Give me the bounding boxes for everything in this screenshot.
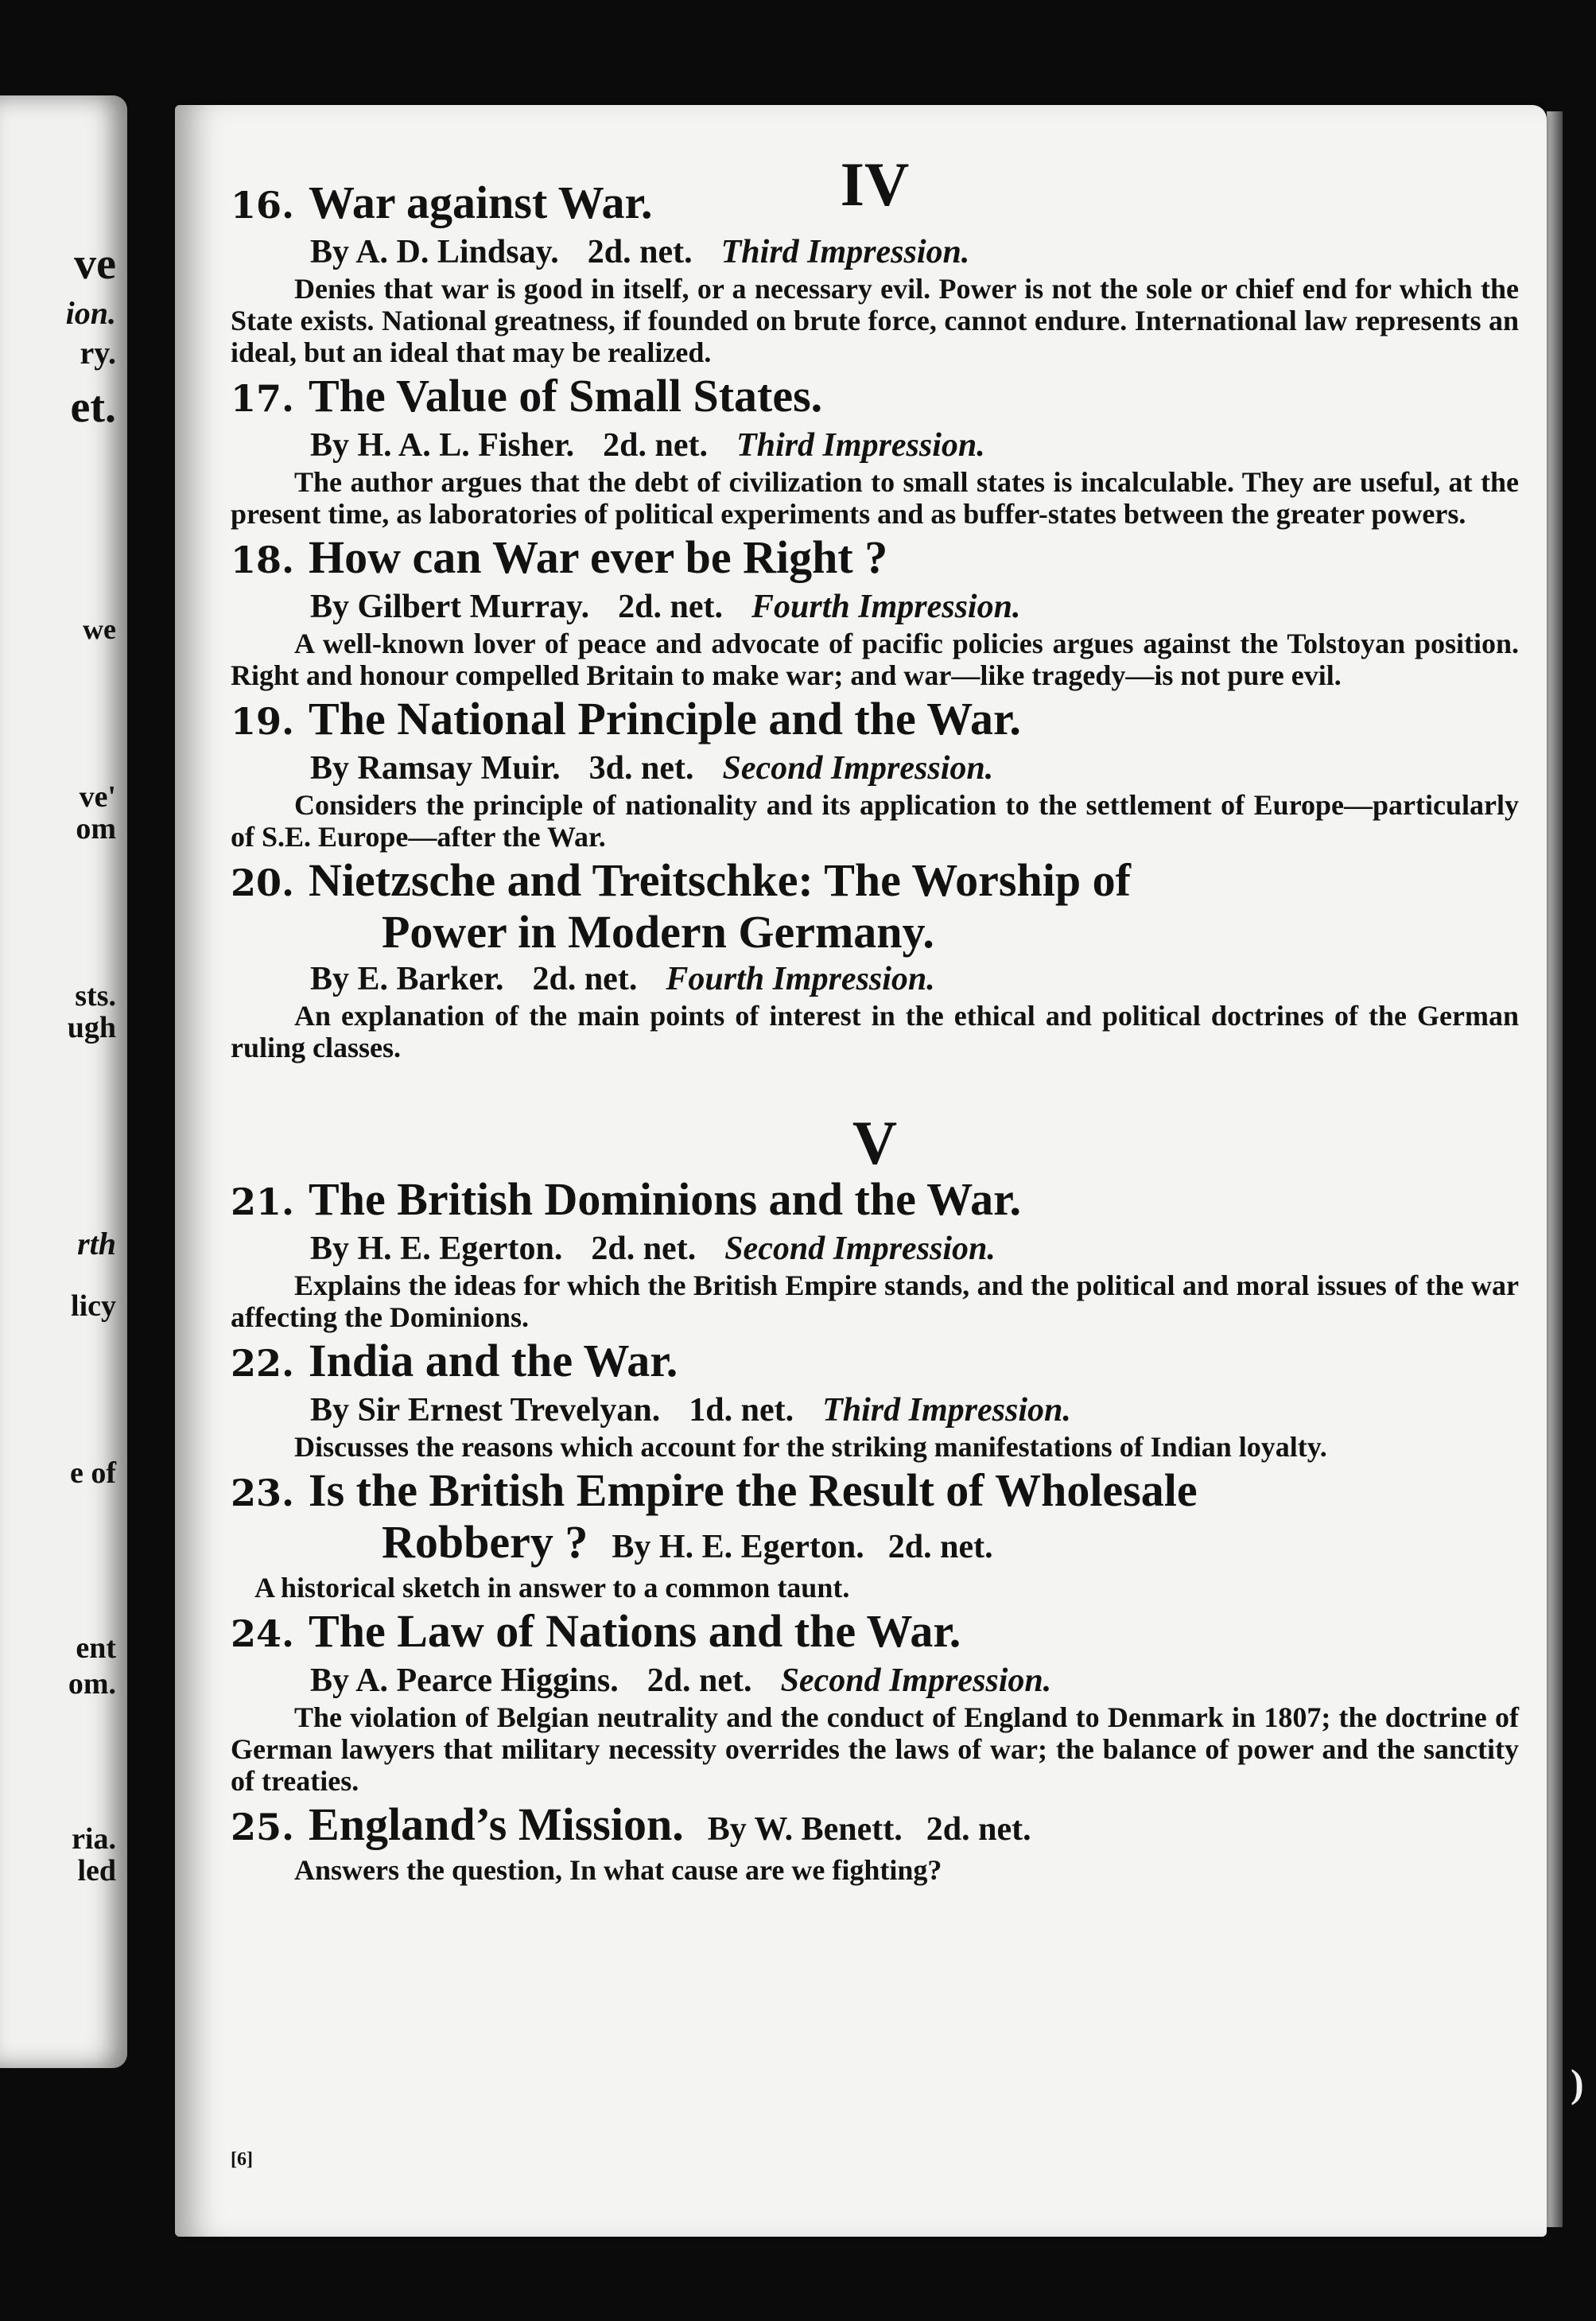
pamphlet-entry-19 <box>231 694 1519 853</box>
entry-title-continued: Power in Modern Germany. <box>382 906 934 958</box>
entry-number: 17. <box>231 377 295 420</box>
section-iv <box>231 150 1519 1063</box>
entry-impression: Third Impression. <box>736 427 985 464</box>
pamphlet-entry-20 <box>231 856 1519 1063</box>
entry-title-text: The Law of Nations and the War. <box>309 1605 961 1657</box>
entry-description: A well-known lover of peace and advocate of pacific policies argues against the Tolstoyan position. Right and honour compelled Britain to make war; and war—like tragedy—is not pure evil. <box>231 628 1519 691</box>
entry-number: 21. <box>231 1180 295 1223</box>
left-fragment: licy <box>71 1289 116 1323</box>
section-v <box>231 1108 1519 1886</box>
entry-description: Discusses the reasons which account for the striking manifestations of Indian loyalty. <box>294 1431 1327 1463</box>
entry-price: 2d. net. <box>647 1662 752 1699</box>
left-fragment: om. <box>68 1667 116 1701</box>
entry-author: By H. E. Egerton. <box>612 1529 864 1565</box>
entry-price: 2d. net. <box>603 427 709 464</box>
entry-description: A historical sketch in answer to a common taunt. <box>254 1572 850 1604</box>
entry-title-text: Is the British Empire the Result of Wholesale <box>309 1464 1198 1516</box>
pamphlet-entry-25 <box>231 1800 1519 1886</box>
entry-price: 2d. net. <box>587 234 693 270</box>
entry-author: By Ramsay Muir. <box>310 750 561 787</box>
entry-description: Answers the question, In what cause are we fighting? <box>294 1854 942 1886</box>
entry-price: 2d. net. <box>532 961 638 997</box>
section-heading: V <box>852 1108 898 1177</box>
entry-title <box>231 1466 1519 1572</box>
entry-inline-byline <box>612 1529 992 1565</box>
entry-author: By Gilbert Murray. <box>310 589 590 625</box>
entry-price: 1d. net. <box>689 1392 794 1429</box>
entry-price: 2d. net. <box>926 1811 1031 1848</box>
left-fragment: ve' <box>79 780 116 814</box>
entry-number: 22. <box>231 1342 295 1385</box>
entry-byline <box>310 1660 1519 1701</box>
entry-title-text: England’s Mission. <box>309 1798 684 1850</box>
page-signature-mark: [6] <box>231 2149 253 2170</box>
entry-title <box>231 1175 1519 1227</box>
entry-description: Denies that war is good in itself, or a necessary evil. Power is not the sole or chief end for which the State exists. National greatness, if founded on brute force, cannot endure. International law represents an ideal, but an ideal that may be realized. <box>231 273 1519 368</box>
entry-impression: Fourth Impression. <box>751 589 1021 625</box>
entry-number: 19. <box>231 700 295 743</box>
page-content <box>231 150 1519 2170</box>
entry-impression: Third Impression. <box>822 1392 1071 1429</box>
left-page-edge <box>0 95 127 2068</box>
pamphlet-entry-22 <box>231 1336 1519 1463</box>
entry-title-text: India and the War. <box>309 1335 678 1386</box>
entry-byline <box>310 1390 1519 1431</box>
entry-number: 18. <box>231 538 295 581</box>
entry-number: 25. <box>231 1806 295 1849</box>
entry-byline <box>310 425 1519 466</box>
entry-title <box>231 856 1519 957</box>
entry-impression: Second Impression. <box>722 750 994 787</box>
left-fragment: ria. <box>72 1822 116 1856</box>
entry-title-text: The Value of Small States. <box>309 370 823 422</box>
page-edge-shadow <box>1547 111 1563 2227</box>
entry-title <box>231 533 1519 585</box>
entry-author: By A. D. Lindsay. <box>310 234 559 270</box>
entry-price: 3d. net. <box>588 750 694 787</box>
pamphlet-entry-24 <box>231 1607 1519 1797</box>
entry-title-text: The British Dominions and the War. <box>309 1173 1022 1225</box>
left-fragment: ve <box>74 239 116 289</box>
entry-title-text: War against War. <box>309 177 653 228</box>
entry-number: 16. <box>231 184 295 227</box>
entry-impression: Second Impression. <box>724 1230 996 1267</box>
book-page <box>175 105 1547 2237</box>
section-heading: IV <box>840 150 910 219</box>
entry-number: 23. <box>231 1472 295 1514</box>
left-fragment: ry. <box>80 335 116 371</box>
left-fragment: om <box>76 812 116 846</box>
entry-description: Explains the ideas for which the British Empire stands, and the political and moral issues of the war affecting the Dominions. <box>231 1269 1519 1333</box>
entry-byline <box>310 748 1519 789</box>
left-fragment: et. <box>70 383 116 432</box>
pamphlet-entry-23 <box>231 1466 1519 1604</box>
entry-title <box>231 694 1519 746</box>
left-fragment: ion. <box>65 295 116 331</box>
entry-title-text: Nietzsche and Treitschke: The Worship of <box>309 854 1131 906</box>
entry-byline <box>310 231 1519 273</box>
entry-description: The violation of Belgian neutrality and the conduct of England to Denmark in 1807; the doctrine of German lawyers that military necessity overrides the laws of war; the balance of power and the sanctity of treaties. <box>231 1701 1519 1797</box>
entry-title <box>231 1800 1519 1854</box>
left-fragment: e of <box>69 1456 116 1490</box>
entry-title-continued <box>231 1518 1519 1572</box>
entry-byline <box>310 1228 1519 1269</box>
left-fragment: sts. <box>75 979 116 1013</box>
entry-author: By H. E. Egerton. <box>310 1230 563 1267</box>
entry-price: 2d. net. <box>591 1230 697 1267</box>
pamphlet-entry-21 <box>231 1175 1519 1333</box>
left-fragment: ugh <box>67 1011 116 1044</box>
left-fragment: rth <box>77 1226 116 1262</box>
entry-author: By E. Barker. <box>310 961 504 997</box>
entry-byline <box>310 586 1519 628</box>
entry-title-text: The National Principle and the War. <box>309 693 1021 745</box>
pamphlet-entry-18 <box>231 533 1519 691</box>
entry-author: By A. Pearce Higgins. <box>310 1662 619 1699</box>
pamphlet-entry-17 <box>231 371 1519 530</box>
entry-inline-byline <box>708 1811 1031 1848</box>
entry-author: By H. A. L. Fisher. <box>310 427 575 464</box>
scan-artifact-icon: ) <box>1571 2061 1584 2105</box>
entry-price: 2d. net. <box>887 1529 993 1565</box>
entry-title <box>231 371 1519 423</box>
left-fragment: led <box>77 1854 116 1888</box>
left-fragment: we <box>83 613 116 645</box>
left-fragment: ent <box>76 1631 116 1665</box>
entry-title-text: How can War ever be Right ? <box>309 531 888 583</box>
entry-byline <box>310 958 1519 1000</box>
entry-description: The author argues that the debt of civilization to small states is incalculable. They are useful, at the present time, as laboratories of political experiments and as buffer-states between the greater powers. <box>231 466 1519 530</box>
entry-impression: Third Impression. <box>720 234 970 270</box>
entry-impression: Fourth Impression. <box>666 961 935 997</box>
entry-author: By W. Benett. <box>707 1811 903 1848</box>
entry-number: 20. <box>231 861 295 904</box>
entry-title <box>231 1336 1519 1388</box>
entry-author: By Sir Ernest Trevelyan. <box>310 1392 661 1429</box>
entry-description: Considers the principle of nationality and its application to the settlement of Europe—particularly of S.E. Europe—after the War. <box>231 789 1519 853</box>
entry-impression: Second Impression. <box>780 1662 1052 1699</box>
entry-price: 2d. net. <box>618 589 723 625</box>
entry-description: An explanation of the main points of interest in the ethical and political doctrines of the German ruling classes. <box>231 1000 1519 1063</box>
entry-title-continued-text: Robbery ? <box>382 1516 588 1568</box>
entry-title <box>231 1607 1519 1658</box>
entry-number: 24. <box>231 1612 295 1655</box>
